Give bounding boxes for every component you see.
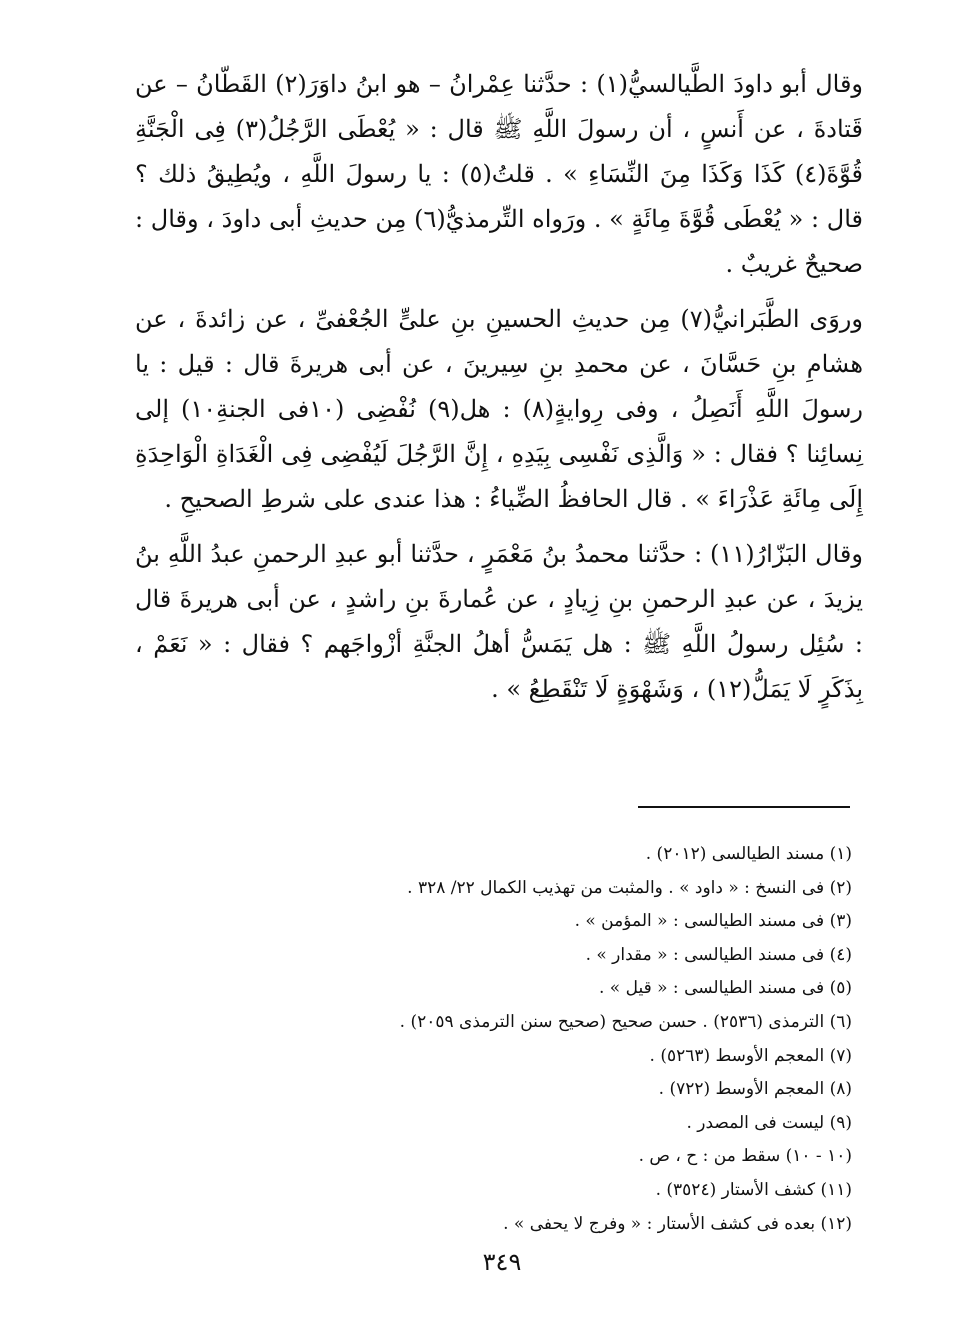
footnotes bbox=[200, 838, 852, 1241]
footnote-6: (٦) الترمذى (٢٥٣٦) . حسن صحيح (صحيح سنن الترمذى ٢٠٥٩) . bbox=[399, 1011, 852, 1032]
page-number: ٣٤٩ bbox=[482, 1248, 522, 1276]
footnote-8: (٨) المعجم الأوسط (٧٢٢) . bbox=[658, 1079, 852, 1100]
paragraph-tayalisi: وقال أبو داودَ الطَّيالسيُّ(١) : حدَّثنا عِمْرانُ – هو ابنُ داوَرَ(٢) القَطّانُ – عن قَتادةَ ، عن أَنسٍ ، أن رسولَ اللَّهِ ﷺ قال : « يُعْطَى الرَّجُلُ(٣) فِى الْجَنَّةِ قُوَّةَ(٤) كَذَا وَكَذَا مِنَ النِّسَاءِ » . قلتُ(٥) : يا رسولَ اللَّهِ ، ويُطِيقُ ذلك ؟ قال : « يُعْطَى قُوَّةَ مِائَةٍ » . ورَواه التِّرمذيُّ(٦) مِن حديثِ أبى داودَ ، وقال : صحيحٌ غريبٌ . bbox=[135, 70, 864, 278]
paragraph-tabarani: وروَى الطَّبَرانيُّ(٧) مِن حديثِ الحسينِ بنِ علىٍّ الجُعْفىِّ ، عن زائدةَ ، عن هشامِ بنِ حَسَّانَ ، عن محمدِ بنِ سِيرينَ ، عن أبى هريرةَ قال : قيل : يا رسولَ اللَّهِ أَنَصِلُ ، وفى رِوايةٍ(٨) : هل(٩) نُفْضِى (١٠فى الجنةِ١٠) إلى نِسائِنا ؟ فقال : « وَالَّذِى نَفْسِى بِيَدِهِ ، إِنَّ الرَّجُلَ لَيُفْضِى فِى الْغَدَاةِ الْوَاحِدَةِ إِلَى مِائَةِ عَذْرَاءَ » . قال الحافظُ الضِّياءُ : هذا عندى على شرطِ الصحيحِ . bbox=[135, 305, 864, 513]
footnote-9: (٩) ليست فى المصدر . bbox=[686, 1112, 852, 1133]
footnote-4: (٤) فى مسند الطيالسى : « مقدار » . bbox=[585, 944, 852, 965]
main-text bbox=[135, 62, 863, 722]
footnote-3: (٣) فى مسند الطيالسى : « المؤمن » . bbox=[574, 911, 852, 932]
footnote-12: (١٢) بعده فى كشف الأستار : « وفرج لا يحفى » . bbox=[503, 1213, 852, 1234]
footnote-divider bbox=[638, 806, 850, 808]
footnote-10: (١٠ - ١٠) سقط من : ح ، ص . bbox=[638, 1146, 852, 1167]
paragraph-bazzar: وقال البَزّارُ(١١) : حدَّثنا محمدُ بنُ مَعْمَرٍ ، حدَّثنا أبو عبدِ الرحمنِ عبدُ اللَّهِ بنُ يزيدَ ، عن عبدِ الرحمنِ بنِ زِيادٍ ، عن عُمارةَ بنِ راشدٍ ، عن أبى هريرةَ قال : سُئِل رسولُ اللَّهِ ﷺ : هل يَمَسُّ أهلُ الجنَّةِ أزْواجَهم ؟ فقال : « نَعَمْ ، بِذَكَرٍ لَا يَمَلُّ(١٢) ، وَشَهْوَةٍ لَا تَنْقَطِعُ » . bbox=[135, 540, 863, 703]
footnote-1: (١) مسند الطيالسى (٢٠١٢) . bbox=[645, 844, 852, 864]
footnote-7: (٧) المعجم الأوسط (٥٢٦٣) . bbox=[649, 1045, 852, 1066]
footnote-11: (١١) كشف الأستار (٣٥٢٤) . bbox=[655, 1179, 852, 1200]
footnote-5: (٥) فى مسند الطيالسى : « قيل » . bbox=[598, 978, 852, 999]
footnote-2: (٢) فى النسخ : « داود » . والمثبت من تهذيب الكمال ٢٢/ ٣٢٨ . bbox=[407, 877, 852, 898]
